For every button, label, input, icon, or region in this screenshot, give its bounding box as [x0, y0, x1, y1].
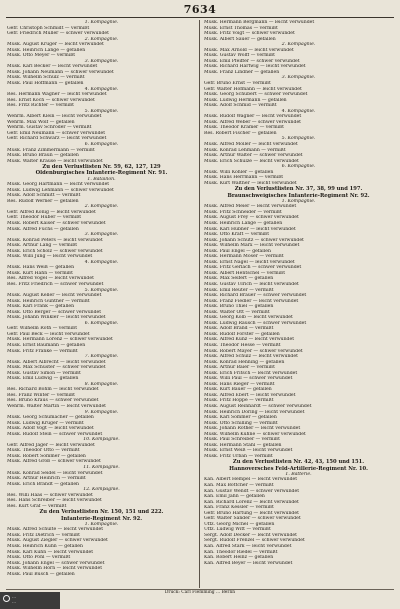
unit-subheading: 1. Bataillon. — [87, 176, 116, 182]
casualty-entry: Kan. Robert Heinz — gefallen — [204, 555, 274, 561]
casualty-entry: Musk. Rudolf Stein — schwer verwundet — [7, 431, 103, 437]
casualty-entry: Wehrm. Max Wolf — gefallen — [7, 119, 75, 125]
casualty-entry: Musk. Gustav Ulrich — leicht verwundet — [204, 281, 299, 287]
casualty-entry: Musk. Rudolf Wagner — leicht verwundet — [204, 114, 302, 120]
casualty-entry: Gefr. Wilhelm Roth — vermißt — [7, 326, 78, 332]
casualty-entry: Musk. Otto Schilling — vermißt — [204, 420, 278, 426]
casualty-entry: Musk. Johann Schütz — schwer verwundet — [204, 237, 304, 243]
unit-subheading: 7. Kompagnie. — [84, 354, 119, 360]
casualty-entry: Musk. Ludwig Krüger — vermißt — [7, 420, 84, 426]
casualty-entry: Kan. Richard Lorenz — leicht verwundet — [204, 499, 299, 505]
casualty-entry: Musk. Erich Scholz — schwer verwundet — [7, 248, 103, 254]
casualty-entry: Musk. August Ziegler — schwer verwundet — [7, 538, 108, 544]
casualty-entry: Musk. Georg Hartmann — leicht verwundet — [7, 182, 110, 188]
viewer-badge-line-1: ... — [12, 594, 16, 599]
unit-subheading: 4. Kompagnie. — [84, 259, 119, 265]
casualty-entry: Musk. Gustav Wolff — vermißt — [204, 53, 276, 59]
casualty-entry: Res. Willi Haas — schwer verwundet — [7, 492, 93, 498]
casualty-entry: Gefr. Emil Neumann — schwer verwundet — [7, 130, 106, 136]
casualty-entry: Musk. Alfred Fuchs — gefallen — [7, 226, 79, 232]
casualty-entry: Res. Richard Böhm — leicht verwundet — [7, 387, 99, 393]
casualty-entry: Musk. Konrad Lehmann — vermißt — [204, 147, 286, 153]
casualty-entry: Musk. Franz Fiedler — leicht verwundet — [204, 298, 299, 304]
casualty-entry: Wehrm. Walter Martin — leicht verwundet — [7, 404, 107, 410]
unit-subheading: 4. Kompagnie. — [84, 86, 119, 92]
casualty-entry: Musk. Heinrich Lange — gefallen — [7, 47, 86, 53]
casualty-entry: Musk. Alfred Schulz — leicht verwundet — [204, 354, 298, 360]
casualty-entry: Musk. Karl Becker — leicht verwundet — [7, 64, 98, 70]
page-footer: Druck: Carl Flemming ... Berlin — [164, 590, 236, 595]
casualty-entry: Musk. Georg Schubert — schwer verwundet — [204, 92, 308, 98]
unit-subheading: 4. Kompagnie. — [281, 108, 316, 114]
casualty-entry: Uffz. Ludwig Witt — vermißt — [204, 527, 271, 533]
casualty-entry: Musk. Otto Kraft — vermißt — [204, 232, 270, 238]
column-divider — [199, 20, 200, 588]
casualty-entry: Musk. Heinrich Lange — gefallen — [204, 220, 283, 226]
casualty-entry: Musk. Alfred Meier — leicht verwundet — [204, 204, 297, 210]
casualty-entry: Musk. Adolf Vogt — leicht verwundet — [7, 426, 94, 432]
casualty-entry: Musk. Emil Pfeiffer — schwer verwundet — [204, 58, 300, 64]
casualty-entry: Musk. Erich Schulze — leicht verwundet — [204, 158, 299, 164]
header-rule — [6, 17, 394, 18]
casualty-entry: Musk. Hermann Moser — vermißt — [204, 254, 284, 260]
casualty-entry: Musk. Johann Neumann — schwer verwundet — [7, 69, 114, 75]
casualty-entry: Kan. Max Böttcher — vermißt — [204, 482, 274, 488]
casualty-entry: Gefr. Alfred König — leicht verwundet — [7, 209, 96, 215]
casualty-entry: Musk. Walter Krause — leicht verwundet — [7, 158, 103, 164]
page-number: 7634 — [183, 3, 217, 16]
casualty-entry: Musk. Albert Albrecht — leicht verwundet — [7, 359, 106, 365]
casualty-entry: Res. Hans Schreiber — leicht verwundet — [7, 498, 102, 504]
viewer-badge-text — [12, 594, 16, 604]
casualty-entry: Musk. Fritz Schneider — vermißt — [204, 209, 282, 215]
casualty-entry: Musk. Fritz Hoppe — vermißt — [204, 398, 274, 404]
casualty-entry: Musk. Otto Meyer — vermißt — [7, 53, 76, 59]
casualty-entry: Gefr. Christoph Schmidt — vermißt — [7, 25, 90, 31]
casualty-entry: Musk. Alfred Weber — schwer verwundet — [204, 119, 302, 125]
casualty-entry: Musk. Hermann Stahl — gefallen — [204, 442, 282, 448]
casualty-entry: Musk. Alfred Ebert — leicht verwundet — [204, 392, 296, 398]
casualty-entry: Musk. Johann Engel — schwer verwundet — [7, 560, 105, 566]
casualty-entry: Musk. Bruno Thiel — gefallen — [204, 304, 274, 310]
casualty-entry: Musk. Arthur Lang — vermißt — [7, 243, 78, 249]
casualty-entry: Musk. Richard Brauer — schwer verwundet — [204, 293, 307, 299]
casualty-entry: Musk. Fritz Dietrich — vermißt — [7, 532, 80, 538]
casualty-entry: Musk. Rudolf Förster — gefallen — [204, 331, 280, 337]
library-logo-icon — [3, 595, 10, 602]
casualty-entry: Res. Hermann Wagner — leicht verwundet — [7, 92, 107, 98]
casualty-entry: Musk. Walter Ott — vermißt — [204, 309, 270, 315]
casualty-entry: Res. Fritz Friedrich — schwer verwundet — [7, 281, 104, 287]
casualty-entry: Gefr. Bruno Ernst — vermißt — [204, 81, 271, 87]
unit-subheading: 2. Kompagnie. — [281, 42, 316, 48]
casualty-entry: Musk. Emil Reuter — vermißt — [204, 287, 274, 293]
casualty-entry: Musk. Karl Hübner — leicht verwundet — [204, 226, 296, 232]
casualty-entry: Musk. Alfred Möller — leicht verwundet — [204, 142, 298, 148]
casualty-entry: Gefr. Walter Hofmann — leicht verwundet — [204, 86, 302, 92]
casualty-entry: Musk. Georg Kolb — leicht verwundet — [204, 315, 293, 321]
section-heading: Hannoversches Feld-Artillerie-Regiment Nr. 10. — [229, 465, 368, 472]
casualty-entry: Musk. August Keller — leicht verwundet — [7, 293, 102, 299]
casualty-entry: Musk. Theodor Hesse — vermißt — [204, 343, 281, 348]
casualty-entry: Musk. Otto Pohl — vermißt — [7, 555, 71, 561]
casualty-entry: Musk. Fritz Gerlach — schwer verwundet — [204, 265, 302, 271]
casualty-entry: Musk. Ernst Nagel — leicht verwundet — [204, 259, 295, 265]
casualty-entry: Kan. Albert Hempel — leicht verwundet — [204, 477, 298, 483]
unit-subheading: 3. Kompagnie. — [84, 232, 119, 238]
viewer-badge-line-2: ... — [12, 599, 16, 604]
casualty-entry: Musk. August Reinhardt — schwer verwundet — [204, 404, 312, 410]
casualty-entry: Musk. Max Seifert — gefallen — [204, 276, 274, 282]
casualty-entry: Gefr. Alfred Jäger — leicht verwundet — [7, 442, 95, 448]
casualty-entry: Musk. Hans Weiß — gefallen — [7, 265, 75, 271]
casualty-entry: Musk. Kurt Hahn — vermißt — [7, 270, 73, 276]
casualty-entry: Musk. Adolf Schmid — vermißt — [204, 103, 277, 109]
casualty-entry: Musk. Robert Kaiser — schwer verwundet — [7, 220, 106, 226]
casualty-entry: Gefr. Richard Schwarz — leicht verwundet — [7, 136, 107, 142]
casualty-entry: Res. Robert Fischer — gefallen — [204, 130, 277, 136]
unit-subheading: 5. Kompagnie. — [84, 108, 119, 114]
casualty-entry: Musk. Ernst Baumann — gefallen — [7, 343, 86, 348]
casualty-entry: Musk. Wilhelm Schulz — vermißt — [7, 75, 85, 81]
casualty-entry: Kan. Theodor Riedel — vermißt — [204, 549, 278, 555]
right-column — [204, 20, 393, 588]
casualty-entry: Musk. Paul Hoffmann — gefallen — [7, 81, 84, 87]
casualty-entry: Musk. Hans Rieger — vermißt — [204, 381, 275, 387]
casualty-entry: Musk. Heinrich Döring — leicht verwundet — [204, 409, 305, 415]
casualty-entry: Res. Alfred Vogel — leicht verwundet — [7, 276, 94, 282]
unit-subheading: 6. Kompagnie. — [281, 164, 316, 170]
casualty-entry: Musk. Arthur Walter — schwer verwundet — [204, 153, 303, 159]
casualty-entry: Musk. Konrad Henning — gefallen — [204, 359, 285, 365]
casualty-entry: Musk. Fritz Voigt — schwer verwundet — [204, 31, 295, 37]
casualty-entry: Musk. Konrad Peters — leicht verwundet — [7, 237, 103, 243]
casualty-entry: Gefr. Friedrich Müller — schwer verwundet — [7, 31, 109, 37]
unit-subheading: 9. Kompagnie. — [84, 409, 119, 415]
casualty-entry: Musk. Gustav Simon — vermißt — [7, 370, 81, 376]
casualty-entry: Musk. Hans Herrmann — vermißt — [204, 175, 284, 181]
casualty-entry: Gefr. Theodor Huber — vermißt — [7, 215, 82, 221]
casualty-entry: Musk. Ernst Thomas — vermißt — [204, 25, 278, 31]
casualty-entry: Res. Ernst Koch — schwer verwundet — [7, 97, 95, 103]
casualty-entry: Musk. Heinrich Kuhn — gefallen — [7, 543, 83, 549]
casualty-entry: Gefr. Paul Beck — leicht verwundet — [7, 331, 90, 337]
section-heading: Oldenburgisches Infanterie-Regiment Nr. 91. — [35, 170, 168, 177]
casualty-entry: Musk. Karl Frank — gefallen — [7, 304, 75, 310]
casualty-entry: Res. Kurt Graf — vermißt — [7, 503, 67, 509]
section-heading: Braunschweigisches Infanterie-Regiment Nr. 92. — [227, 192, 370, 199]
casualty-entry: Musk. Max Schuster — schwer verwundet — [7, 365, 106, 371]
left-column — [7, 20, 196, 588]
section-heading: Zu den Verlustlisten Nr. 59, 62, 127, 129 — [42, 164, 161, 171]
casualty-entry: Musk. Heinrich Günther — vermißt — [7, 298, 90, 304]
casualty-entry: Kan. Alfred Stark — leicht verwundet — [204, 543, 292, 549]
casualty-entry: Musk. Karl Sommer — gefallen — [204, 415, 277, 421]
casualty-entry: Musk. Max Arnold — leicht verwundet — [204, 47, 294, 53]
casualty-entry: Musk. Hermann Bergmann — leicht verwundet — [204, 20, 315, 25]
casualty-entry: Musk. Alfred Groß — schwer verwundet — [7, 459, 101, 465]
casualty-entry: Musk. Albert Sauer — gefallen — [204, 36, 276, 42]
casualty-entry: Musk. Adolf Schmitt — vermißt — [7, 193, 81, 199]
casualty-entry: Gefr. Bruno Hartung — leicht verwundet — [204, 510, 299, 516]
casualty-entry: Musk. Fritz Urban — vermißt — [204, 453, 273, 459]
unit-subheading: 2. Kompagnie. — [84, 204, 119, 210]
unit-subheading: 3. Kompagnie. — [84, 58, 119, 64]
section-heading: Zu den Verlustlisten Nr. 42, 43, 150 und 151. — [232, 459, 365, 466]
casualty-entry: Musk. Arthur Heinrich — vermißt — [7, 476, 86, 482]
casualty-entry: Musk. Willi Köhler — gefallen — [204, 169, 274, 175]
casualty-entry: Kan. Franz Kessler — vermißt — [204, 505, 274, 511]
unit-subheading: 1. Batterie. — [285, 471, 312, 477]
casualty-entry: Musk. Paul Engel — gefallen — [204, 248, 271, 254]
section-heading: Zu den Verlustlisten Nr. 37, 38, 99 und 197. — [234, 186, 363, 193]
casualty-entry: Musk. Willi Paul — schwer verwundet — [204, 376, 293, 382]
unit-subheading: 8. Kompagnie. — [84, 381, 119, 387]
casualty-entry: Musk. Konrad Seidel — leicht verwundet — [7, 470, 103, 476]
unit-subheading: 12. Kompagnie. — [83, 487, 120, 493]
casualty-entry: Res. Franz Winter — vermißt — [7, 392, 76, 398]
casualty-entry: Musk. Kurt Walther — leicht verwundet — [204, 180, 297, 186]
unit-subheading: 6. Kompagnie. — [84, 320, 119, 326]
casualty-entry: Musk. Otto Berger — schwer verwundet — [7, 309, 102, 315]
unit-subheading: 1. Kompagnie. — [281, 198, 316, 204]
casualty-entry: Musk. Johann Winkler — leicht verwundet — [7, 315, 106, 321]
casualty-entry: Wehrm. Albert Klein — leicht verwundet — [7, 114, 102, 120]
casualty-entry: Musk. Robert Mayer — schwer verwundet — [204, 348, 303, 354]
casualty-entry: Musk. Franz Lindner — gefallen — [204, 69, 280, 75]
casualty-entry: Musk. Wilhelm Marx — leicht verwundet — [204, 243, 300, 249]
casualty-entry: Musk. Theodor Otto — vermißt — [7, 448, 80, 454]
casualty-entry: Res. Rudolf Werner — gefallen — [7, 198, 79, 204]
casualty-entry: Musk. Theodor Krämer — vermißt — [204, 125, 284, 131]
casualty-entry: Res. Fritz Richter — vermißt — [7, 103, 75, 109]
casualty-entry: Musk. Wilhelm Horn — leicht verwundet — [7, 566, 103, 572]
unit-subheading: 1. Kompagnie. — [84, 521, 119, 527]
casualty-entry: Musk. Alfred Kunz — leicht verwundet — [204, 337, 295, 343]
casualty-entry: Musk. Ludwig Lehmann — schwer verwundet — [7, 187, 114, 193]
casualty-entry: Musk. Willi Jung — leicht verwundet — [7, 254, 93, 260]
casualty-entry: Musk. Erich Brandt — gefallen — [7, 481, 80, 487]
casualty-entry: Kan. Emil Jahn — gefallen — [204, 494, 265, 500]
casualty-entry: Musk. Hermann Lorenz — schwer verwundet — [7, 337, 113, 343]
unit-subheading: 1. Kompagnie. — [84, 20, 119, 25]
casualty-entry: Kan. Gustav Wendt — schwer verwundet — [204, 488, 300, 494]
casualty-entry: Musk. Emil Ludwig — gefallen — [7, 376, 79, 382]
unit-subheading: 10. Kompagnie. — [83, 437, 120, 443]
unit-subheading: 3. Kompagnie. — [281, 75, 316, 81]
unit-subheading: 11. Kompagnie. — [83, 465, 120, 471]
casualty-entry: Gefr. Walter Sander — schwer verwundet — [204, 516, 301, 522]
casualty-entry: Musk. Johann Rother — leicht verwundet — [204, 426, 301, 432]
viewer-badge[interactable] — [0, 592, 60, 609]
casualty-entry: Musk. Karl Kühn — leicht verwundet — [7, 549, 94, 555]
casualty-entry: Musk. Erich Fritsch — leicht verwundet — [204, 370, 298, 376]
unit-subheading: 2. Kompagnie. — [84, 36, 119, 42]
casualty-entry: Musk. Ludwig Hermann — gefallen — [204, 97, 287, 103]
casualty-entry: Musk. August Frey — schwer verwundet — [204, 215, 299, 221]
casualty-entry: Sergt. Adolf Decker — leicht verwundet — [204, 532, 297, 538]
unit-subheading: 5. Kompagnie. — [84, 287, 119, 293]
casualty-entry: Musk. Wilhelm Kühne — schwer verwundet — [204, 431, 306, 437]
casualty-entry: Musk. August Krüger — leicht verwundet — [7, 42, 104, 48]
casualty-entry: Musk. Adolf Brand — vermißt — [204, 326, 274, 332]
casualty-entry: Res. Bruno Kraus — schwer verwundet — [7, 398, 99, 404]
casualty-entry: Musk. Bruno Braun — gefallen — [7, 153, 79, 159]
casualty-entry: Musk. Georg Schumacher — gefallen — [7, 415, 94, 421]
casualty-entry: Musk. Paul Busch — gefallen — [7, 571, 75, 577]
casualty-entry: Sergt. Rudolf Frenzel — schwer verwundet — [204, 538, 305, 544]
casualty-entry: Musk. Fritz Franke — vermißt — [7, 348, 78, 354]
unit-subheading: 5. Kompagnie. — [281, 136, 316, 142]
casualty-entry: Kan. Alfred Beyer — leicht verwundet — [204, 560, 293, 566]
unit-subheading: 6. Kompagnie. — [84, 142, 119, 148]
casualty-entry: Musk. Kurt Bauer — gefallen — [204, 387, 272, 393]
section-heading: Zu den Verlustlisten Nr. 150, 151 und 222. — [39, 509, 164, 516]
casualty-entry: Musk. Robert Sommer — gefallen — [7, 453, 86, 459]
casualty-entry: Musk. Albert Hentschel — vermißt — [204, 270, 286, 276]
casualty-entry: Musk. Paul Schreiber — vermißt — [204, 437, 280, 443]
casualty-entry: Musk. Ludwig Rausch — schwer verwundet — [204, 320, 307, 326]
section-heading: Infanterie-Regiment Nr. 92. — [60, 515, 143, 522]
casualty-entry: Musk. Richard Hartwig — leicht verwundet — [204, 64, 306, 70]
casualty-entry: Musk. Arthur Baier — vermißt — [204, 365, 275, 371]
casualty-entry: Musk. Alfred Schulte — leicht verwundet — [7, 527, 104, 533]
casualty-entry: Uffz. Georg Michel — gefallen — [204, 521, 275, 527]
casualty-entry: Musk. Franz Zimmermann — vermißt — [7, 147, 95, 153]
casualty-entry: Wehrm. Gustav Schröder — vermißt — [7, 125, 92, 131]
casualty-entry: Musk. Ernst Weiß — leicht verwundet — [204, 448, 293, 454]
